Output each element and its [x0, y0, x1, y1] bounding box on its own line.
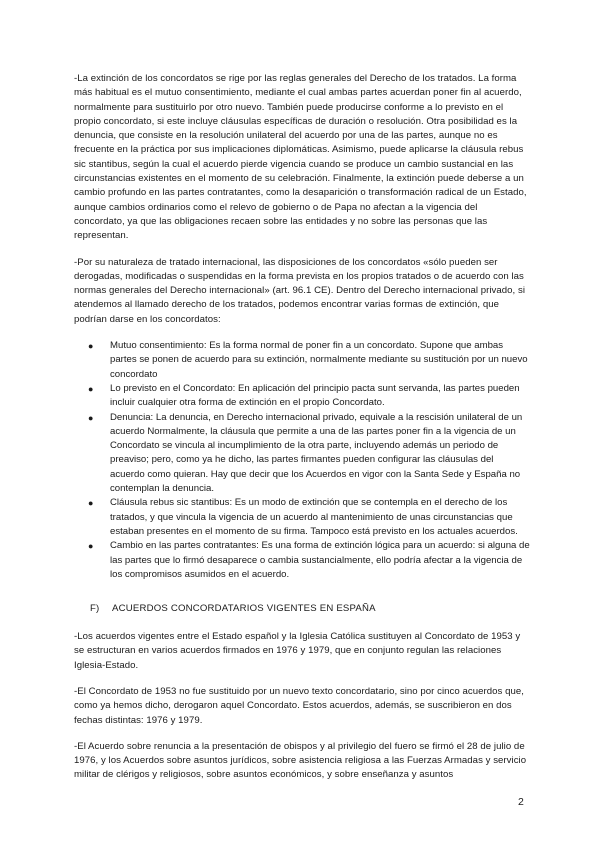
- paragraph-acuerdos-vigentes: -Los acuerdos vigentes entre el Estado español y la Iglesia Católica sustituyen al Concordato de 1953 y se estructuran en varios acuerdos firmados en 1976 y 1979, que en conjunto regulan las relaciones Iglesia-Estado.: [74, 631, 521, 671]
- list-item: [88, 411, 530, 497]
- section-number: F): [90, 603, 100, 615]
- bullet-icon: ●: [88, 383, 94, 394]
- page-number: 2: [518, 796, 524, 808]
- list-item-text: Cambio en las partes contratantes: Es una forma de extinción lógica para un acuerdo: si alguna de las partes que lo firmó desaparece o cambia sustancialmente, ello podría afectar a la vigencia de los compromisos asumidos en el acuerdo.: [110, 540, 530, 580]
- list-item: [88, 496, 530, 539]
- list-item: [88, 339, 530, 382]
- paragraph-extincion-reglas: -La extinción de los concordatos se rige por las reglas generales del Derecho de los tratados. La forma más habitual es el mutuo consentimiento, mediante el cual ambas partes acuerdan poner fin al acuerdo, normalmente para sustituirlo por otro nuevo. También puede producirse conforme a lo previsto en el propio concordato, si este incluye cláusulas específicas de duración o resolución. Otra posibilidad es la denuncia, que consiste en la resolución unilateral del acuerdo por una de las partes, aunque no es frecuente en la práctica por sus implicaciones diplomáticas. Asimismo, puede aplicarse la cláusula rebus sic stantibus, según la cual el acuerdo pierde vigencia cuando se produce un cambio sustancial en las circunstancias existentes en el momento de su celebración. Finalmente, la extinción puede deberse a un cambio profundo en las partes contratantes, como la desaparición o transformación radical de un Estado, aunque cambios ordinarios como el relevo de gobierno o de Papa no afectan a la vigencia del concordato, ya que las obligaciones recaen sobre las entidades y no sobre las personas que las representan.: [74, 73, 527, 242]
- bullet-icon: ●: [88, 498, 94, 509]
- list-item: [88, 539, 530, 582]
- list-item: [88, 382, 530, 411]
- bullet-icon: ●: [88, 412, 94, 423]
- section-title: ACUERDOS CONCORDATARIOS VIGENTES EN ESPAÑA: [112, 603, 376, 615]
- page-content: [74, 72, 530, 795]
- list-item-text: Mutuo consentimiento: Es la forma normal de poner fin a un concordato. Supone que ambas partes se ponen de acuerdo para su extinción, normalmente mediante su sustitución por un nuevo concordato: [110, 340, 528, 380]
- list-item-text: Denuncia: La denuncia, en Derecho internacional privado, equivale a la rescisión unilateral de un acuerdo Normalmente, la cláusula que permite a una de las partes poner fin a la vigencia de un Concordato se vincula al incumplimiento de la otra parte, incluyendo además un periodo de preaviso; pero, como ya he dicho, las partes firmantes pueden configurar las cláusulas del acuerdo como quieran. Hay que decir que los Acuerdos en vigor con la Santa Sede y España no contemplan la denuncia.: [110, 411, 523, 495]
- paragraph-acuerdo-1976: -El Acuerdo sobre renuncia a la presentación de obispos y al privilegio del fuero se firmó el 28 de julio de 1976, y los Acuerdos sobre asuntos jurídicos, sobre asistencia religiosa a las Fuerzas Armadas y servicio militar de clérigos y religiosos, sobre asuntos económicos, y sobre enseñanza y asuntos: [74, 740, 527, 781]
- bullet-icon: ●: [88, 541, 94, 552]
- paragraph-concordato-1953: -El Concordato de 1953 no fue sustituido por un nuevo texto concordatario, sino por cinco acuerdos que, como ya hemos dicho, derogaron aquel Concordato. Estos acuerdos, además, se suscribieron en dos fechas distintas: 1976 y 1979.: [74, 685, 524, 726]
- bullet-icon: ●: [88, 341, 94, 352]
- list-item-text: Lo previsto en el Concordato: En aplicación del principio pacta sunt servanda, las partes pueden incluir cualquier otra forma de extinción en el propio Concordato.: [110, 382, 520, 409]
- paragraph-naturaleza-tratado: -Por su naturaleza de tratado internacional, las disposiciones de los concordatos «sólo pueden ser derogadas, modificadas o suspendidas en la forma prevista en los propios tratados o de acuerdo con las normas generales del Derecho internacional» (art. 96.1 CE). Dentro del Derecho internacional privado, si atendemos al llamado derecho de los tratados, podemos encontrar varias formas de extinción, que podrían darse en los concordatos:: [74, 256, 526, 325]
- section-heading: [90, 602, 530, 616]
- list-item-text: Cláusula rebus sic stantibus: Es un modo de extinción que se contempla en el derecho de los tratados, y que vincula la vigencia de un acuerdo al mantenimiento de unas circunstancias que estaban presentes en el momento de su firma. Tampoco está previsto en los actuales acuerdos.: [110, 497, 518, 537]
- extincion-forms-list: [74, 339, 530, 582]
